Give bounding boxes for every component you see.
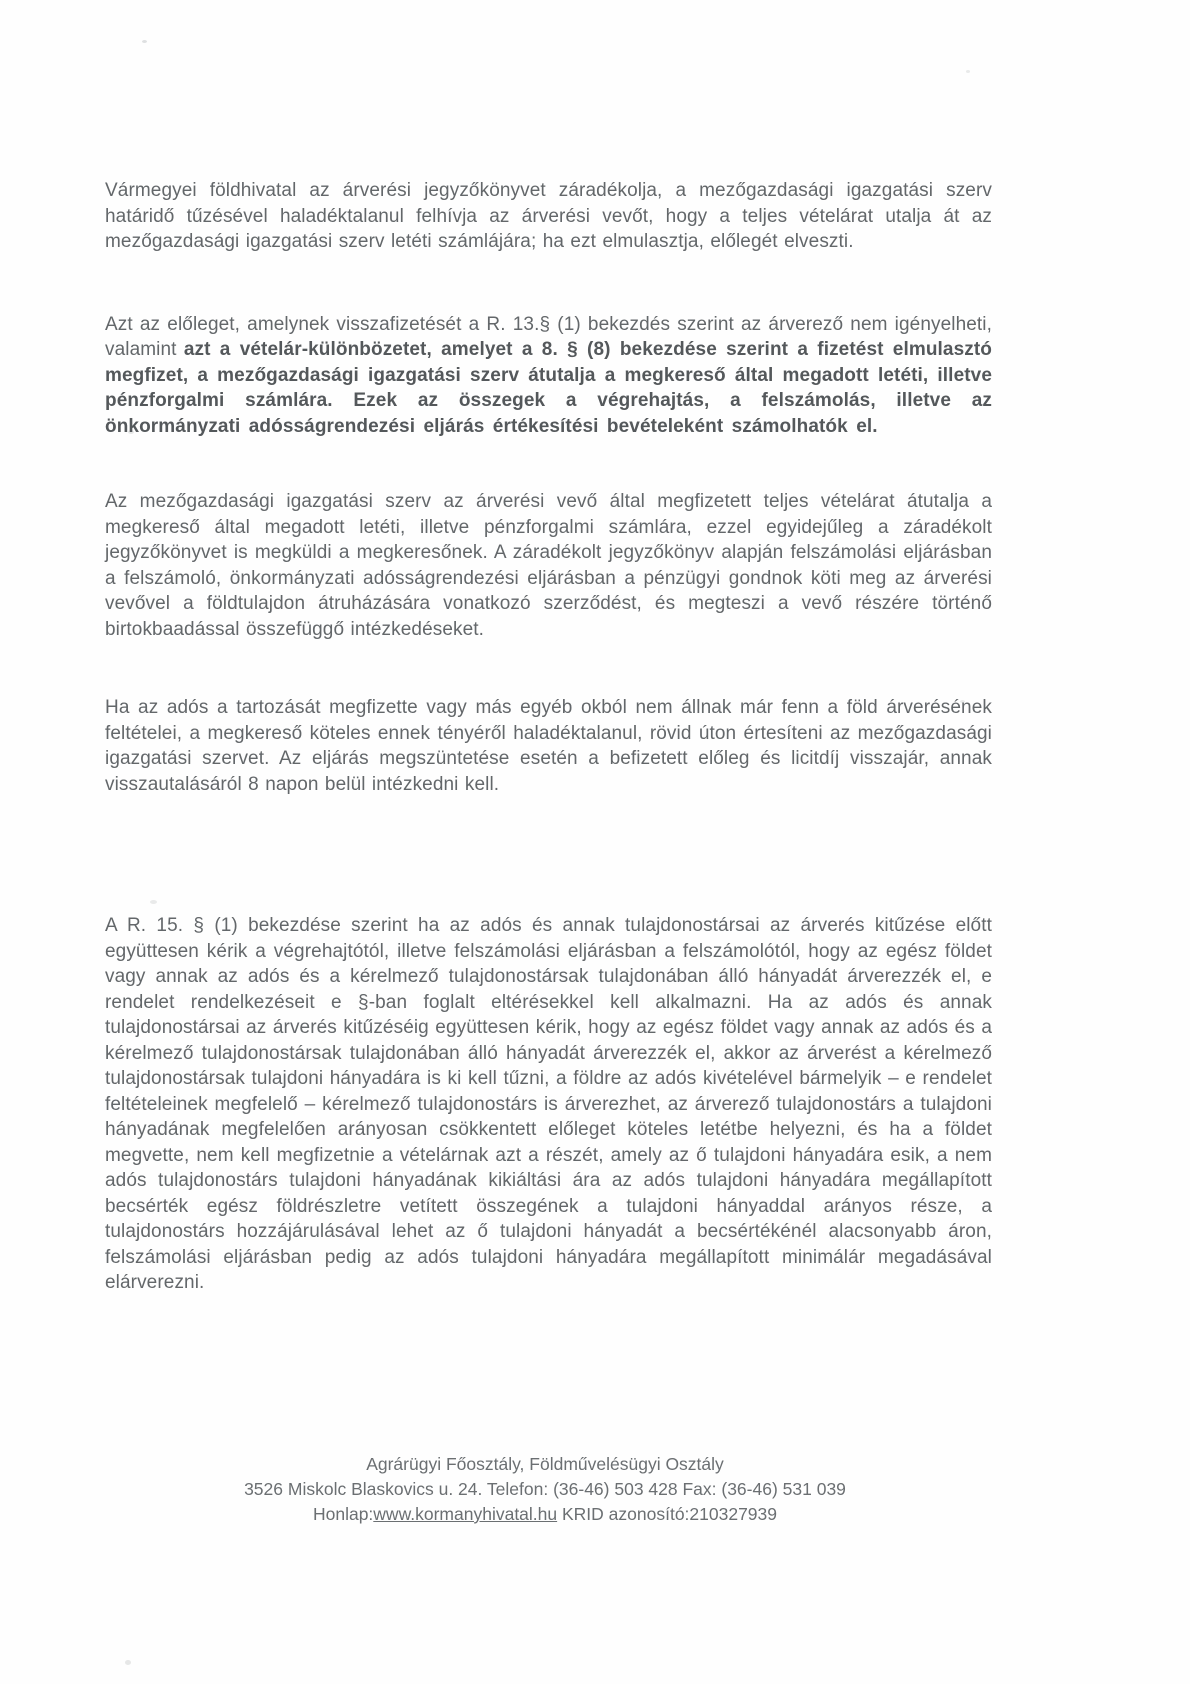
scan-artifact bbox=[125, 1660, 131, 1665]
paragraph-vetelar-atutalas: Az mezőgazdasági igazgatási szerv az árverési vevő által megfizetett teljes vételárat átutalja a megkereső által megadott letéti, illetve pénzforgalmi számlára, ezzel egyidejűleg a záradékolt jegyzőkönyvet is megküldi a megkeresőnek. A záradékolt jegyzőkönyv alapján felszámolási eljárásban a felszámoló, önkormányzati adósságrendezési eljárásban a pénzügyi gondnok köti meg az árverési vevővel a földtulajdon átruházására vonatkozó szerződést, és megteszi a vevő részére történő birtokbaadással összefüggő intézkedéseket. bbox=[105, 491, 992, 640]
footer-department: Agrárügyi Főosztály, Földművelésügyi Osztály bbox=[366, 1454, 724, 1474]
paragraph-eljaras-megszuntetes: Ha az adós a tartozását megfizette vagy más egyéb okból nem állnak már fenn a föld árverésének feltételei, a megkereső köteles ennek tényéről haladéktalanul, rövid úton értesíteni az mezőgazdasági igazgatási szervet. Az eljárás megszüntetése esetén a befizetett előleg és licitdíj visszajár, annak visszautalásáról 8 napon belül intézkedni kell. bbox=[105, 697, 992, 795]
paragraph-eloleg-lead-text: Azt az előleget, amelynek visszafizetését a R. 13.§ (1) bekezdés szerint az árverező nem igényelheti, valamint bbox=[105, 313, 992, 360]
paragraph-eloleg-bold-text: azt a vételár-különbözetet, amelyet a 8. § (8) bekezdése szerint a fizetést elmulasztó megfizet, a mezőgazdasági igazgatási szerv átutalja a megkereső által megadott letéti, illetve pénzforgalmi számlára. Ezek az összegek a végrehajtás, a felszámolás, illetve az önkormányzati adósságrendezési eljárás értékesítési bevételeként számolhatók el. bbox=[105, 339, 992, 437]
website-link[interactable]: www.kormanyhivatal.hu bbox=[373, 1504, 558, 1524]
footer-homepage-label: Honlap: bbox=[312, 1504, 374, 1524]
paragraph-eloleg-visszafizetes bbox=[105, 312, 992, 440]
footer-homepage-line bbox=[0, 1502, 1090, 1527]
scan-artifact bbox=[966, 70, 970, 73]
footer bbox=[0, 1452, 1090, 1527]
document-body bbox=[105, 178, 992, 1296]
paragraph-zaradekolas: Vármegyei földhivatal az árverési jegyzőkönyvet záradékolja, a mezőgazdasági igazgatási szerv határidő tűzésével haladéktalanul felhívja az árverési vevőt, hogy a teljes vételárat utalja át az mezőgazdasági igazgatási szerv letéti számlájára; ha ezt elmulasztja, előlegét elveszti. bbox=[105, 180, 992, 252]
footer-address: 3526 Miskolc Blaskovics u. 24. Telefon: (36-46) 503 428 Fax: (36-46) 531 039 bbox=[244, 1479, 846, 1499]
scan-artifact bbox=[142, 40, 147, 43]
paragraph-r15-bekezdes: A R. 15. § (1) bekezdése szerint ha az adós és annak tulajdonostársai az árverés kitűzése előtt együttesen kérik a végrehajtótól, illetve felszámolási eljárásban a felszámolótól, hogy az egész földet vagy annak az adós és a kérelmező tulajdonostársak tulajdonában álló hányadát árverezzék el, e rendelet rendelkezéseit e §-ban foglalt eltérésekkel kell alkalmazni. Ha az adós és annak tulajdonostársai az árverés kitűzéséig együttesen kérik, hogy az egész földet vagy annak az adós és a kérelmező tulajdonostársak tulajdonában álló hányadát árverezzék el, akkor az árverést a kérelmező tulajdonostársak tulajdoni hányadára is ki kell tűzni, a földre az adós kivételével bármelyik – e rendelet feltételeinek megfelelő – kérelmező tulajdonostárs is árverezhet, az árverező tulajdonostárs a tulajdoni hányadának megfelelően arányosan csökkentett előleget köteles letétbe helyezni, és ha a földet megvette, nem kell megfizetnie a vételárnak azt a részét, amely az ő tulajdoni hányadára esik, a nem adós tulajdonostárs tulajdoni hányadának kikiáltási ára az adós tulajdoni hányadára megállapított becsérték egész földrészletre vetített összegének a tulajdoni hányaddal arányos része, a tulajdonostárs hozzájárulásával lehet az ő tulajdoni hányadát a becsértékénél alacsonyabb áron, felszámolási eljárásban pedig az adós tulajdoni hányadára megállapított minimálár megadásával elárverezni. bbox=[105, 915, 992, 1293]
footer-krid: KRID azonosító:210327939 bbox=[557, 1504, 778, 1524]
